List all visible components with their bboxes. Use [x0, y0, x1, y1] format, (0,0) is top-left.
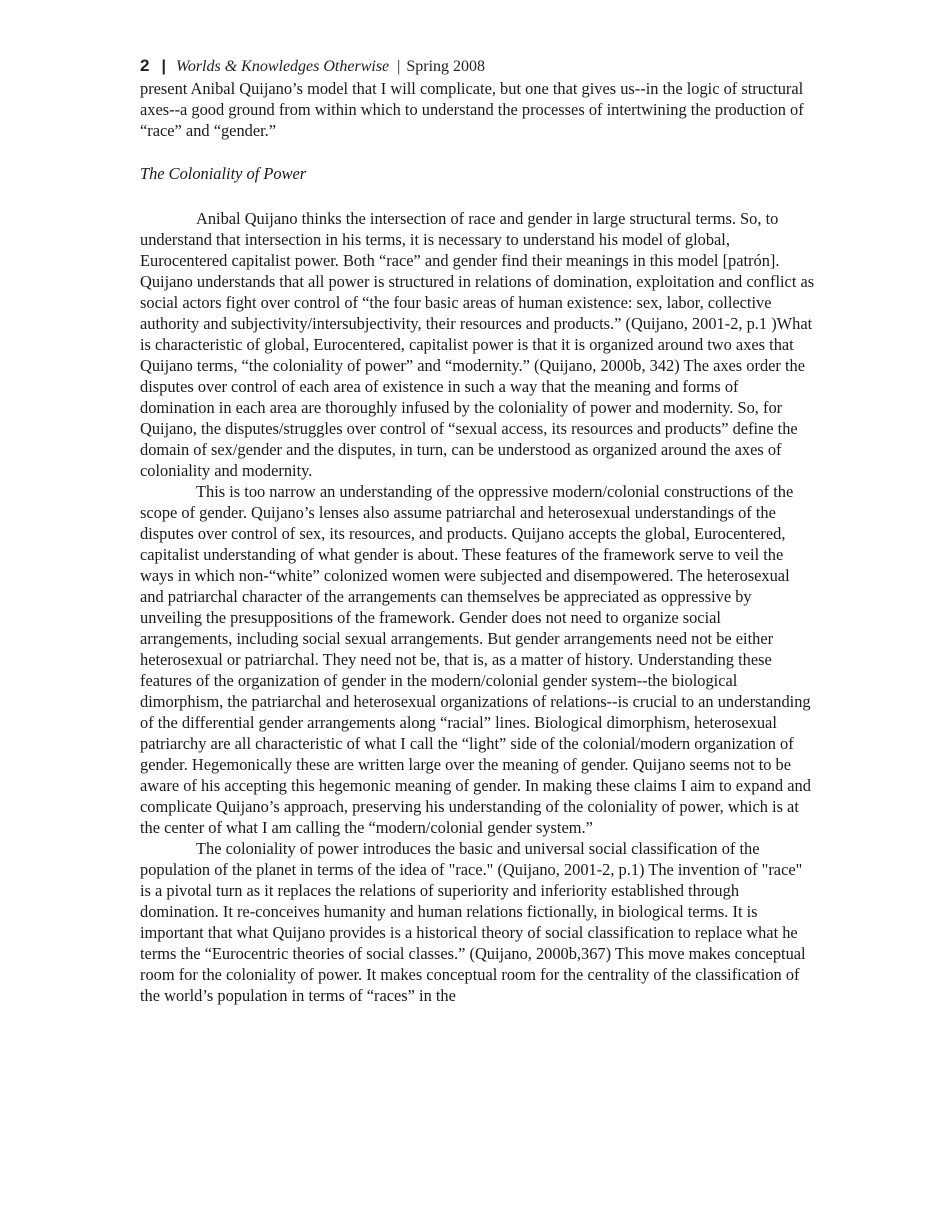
header-separator-2: | — [397, 58, 401, 75]
document-page — [140, 54, 815, 1006]
journal-title: Worlds & Knowledges Otherwise — [175, 58, 390, 75]
body-paragraph-2: This is too narrow an understanding of the oppressive modern/colonial constructions of the scope of gender. Quijano’s lenses also assume patriarchal and heterosexual understandings of the disputes over control of sex, its resources, and products. Quijano accepts the global, Eurocentered, capitalist understanding of what gender is about. These features of the framework serve to veil the ways in which non-“white” colonized women were subjected and disempowered. The heterosexual and patriarchal character of the arrangements can themselves be appreciated as oppressive by unveiling the presuppositions of the framework. Gender does not need to organize social arrangements, including social sexual arrangements. But gender arrangements need not be either heterosexual or patriarchal. They need not be, that is, as a matter of history. Understanding these features of the organization of gender in the modern/colonial gender system--the biological dimorphism, the patriarchal and heterosexual organizations of relations--is crucial to an understanding of the differential gender arrangements along “racial” lines. Biological dimorphism, heterosexual patriarchy are all characteristic of what I call the “light” side of the colonial/modern organization of gender. Hegemonically these are written large over the meaning of gender. Quijano seems not to be aware of his accepting this hegemonic meaning of gender. In making these claims I aim to expand and complicate Quijano’s approach, preserving his understanding of the coloniality of power, which is at the center of what I am calling the “modern/colonial gender system.” — [140, 482, 811, 837]
issue-date: Spring 2008 — [406, 58, 486, 75]
running-header — [140, 54, 815, 78]
section-heading: The Coloniality of Power — [140, 164, 307, 183]
intro-paragraph: present Anibal Quijano’s model that I will complicate, but one that gives us--in the logic of structural axes--a good ground from within which to understand the processes of intertwining the production of “race” and “gender.” — [140, 79, 804, 140]
page-number: 2 — [140, 56, 150, 75]
header-separator: | — [161, 58, 166, 75]
body-paragraph-1: Anibal Quijano thinks the intersection of race and gender in large structural terms. So, to understand that intersection in his terms, it is necessary to understand his model of global, Eurocentered capitalist power. Both “race” and gender find their meanings in this model [patrón]. Quijano understands that all power is structured in relations of domination, exploitation and conflict as social actors fight over control of “the four basic areas of human existence: sex, labor, collective authority and subjectivity/intersubjectivity, their resources and products.” (Quijano, 2001-2, p.1 )What is characteristic of global, Eurocentered, capitalist power is that it is organized around two axes that Quijano terms, “the coloniality of power” and “modernity.” (Quijano, 2000b, 342) The axes order the disputes over control of each area of existence in such a way that the meaning and forms of domination in each area are thoroughly infused by the coloniality of power and modernity. So, for Quijano, the disputes/struggles over control of “sexual access, its resources and products” define the domain of sex/gender and the disputes, in turn, can be understood as organized around the axes of coloniality and modernity. — [140, 209, 815, 480]
body-paragraph-3: The coloniality of power introduces the basic and universal social classification of the population of the planet in terms of the idea of "race." (Quijano, 2001-2, p.1) The invention of "race" is a pivotal turn as it replaces the relations of superiority and inferiority established through domination. It re-conceives humanity and human relations fictionally, in biological terms. It is important that what Quijano provides is a historical theory of social classification to replace what he terms the “Eurocentric theories of social classes.” (Quijano, 2000b,367) This move makes conceptual room for the coloniality of power. It makes conceptual room for the centrality of the classification of the world’s population in terms of “races” in the — [140, 839, 806, 1005]
